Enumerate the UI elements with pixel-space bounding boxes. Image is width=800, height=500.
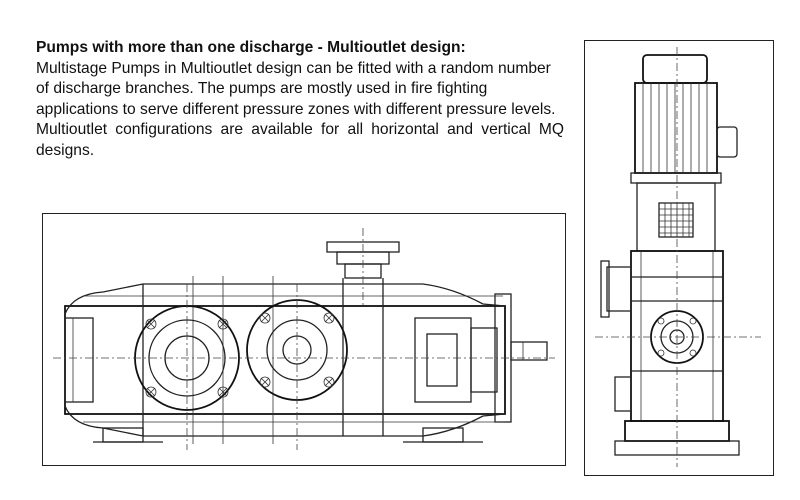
horizontal-pump-drawing: [42, 213, 566, 466]
paragraph-multistage-pumps: Multistage Pumps in Multioutlet design can be fitted with a random number of discharge branches. The pumps are mostly used in fire fighting applications to serve different pressure zones with different pressure levels.: [36, 59, 556, 118]
horizontal-pump-svg: [43, 214, 565, 465]
paragraph-configurations: Multioutlet configurations are available for all horizontal and vertical MQ designs.: [36, 121, 564, 159]
section-heading: Pumps with more than one discharge - Multioutlet design:: [36, 39, 466, 56]
description-block: [36, 38, 564, 161]
vertical-pump-svg: [585, 41, 773, 475]
vertical-pump-drawing: [584, 40, 774, 476]
